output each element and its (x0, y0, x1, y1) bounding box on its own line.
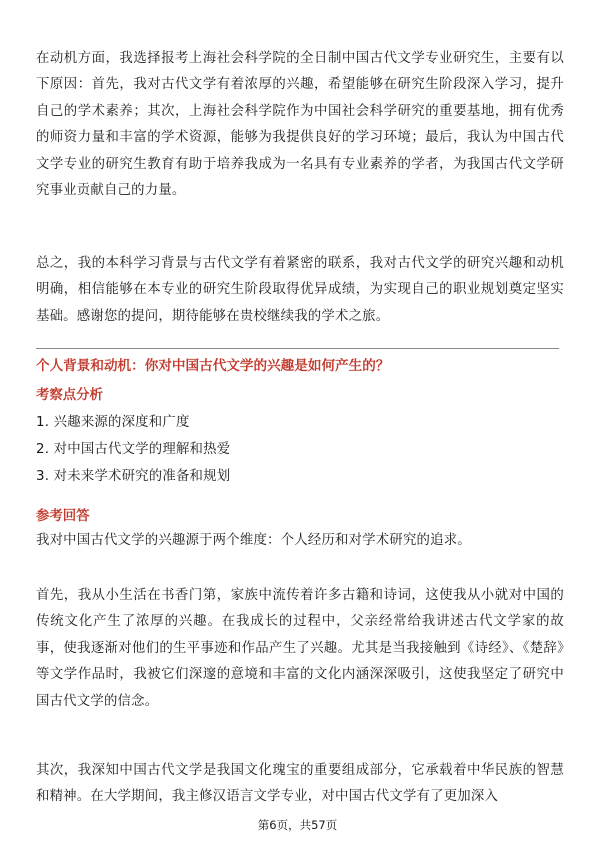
answer-label: 参考回答 (36, 509, 90, 524)
motivation-paragraph: 在动机方面，我选择报考上海社会科学院的全日制中国古代文学专业研究生，主要有以下原因：首先，我对古代文学有着浓厚的兴趣，希望能够在研究生阶段深入学习，提升自己的学术素养；其次，上海社会科学院作为中国社会科学研究的重要基地，拥有优秀的师资力量和丰富的学术资源，能够为我提供良好的学习环境；最后，我认为中国古代文学专业的研究生教育有助于培养我成为一名具有专业素养的学者，为我国古代文学研究事业贡献自己的力量。 (36, 51, 564, 199)
analysis-label: 考察点分析 (36, 388, 103, 403)
analysis-point: 3. 对未来学术研究的准备和规划 (36, 469, 231, 484)
question-title: 个人背景和动机：你对中国古代文学的兴趣是如何产生的？ (36, 358, 390, 374)
answer-paragraph-second: 其次，我深知中国古代文学是我国文化瑰宝的重要组成部分，它承载着中华民族的智慧和精神。在大学期间，我主修汉语言文学专业，对中国古代文学有了更加深入 (36, 763, 564, 805)
analysis-point: 2. 对中国古代文学的理解和热爱 (36, 442, 231, 457)
answer-paragraph-intro: 我对中国古代文学的兴趣源于两个维度：个人经历和对学术研究的追求。 (36, 533, 471, 548)
page-number: 第6页，共57页 (257, 818, 338, 832)
answer-paragraph-first: 首先，我从小生活在书香门第，家族中流传着许多古籍和诗词，这使我从小就对中国的传统文化产生了浓厚的兴趣。在我成长的过程中，父亲经常给我讲述古代文学家的故事，使我逐渐对他们的生平事迹和作品产生了兴趣。尤其是当我接触到《诗经》、《楚辞》等文学作品时，我被它们深邃的意境和丰富的文化内涵深深吸引，这使我坚定了研究中国古代文学的信念。 (36, 588, 564, 709)
analysis-point: 1. 兴趣来源的深度和广度 (36, 415, 190, 430)
summary-paragraph: 总之，我的本科学习背景与古代文学有着紧密的联系，我对古代文学的研究兴趣和动机明确，相信能够在本专业的研究生阶段取得优异成绩，为实现自己的职业规划奠定坚实基础。感谢您的提问，期待能够在贵校继续我的学术之旅。 (36, 256, 564, 324)
section-divider (36, 348, 559, 349)
analysis-points-list (36, 412, 230, 493)
